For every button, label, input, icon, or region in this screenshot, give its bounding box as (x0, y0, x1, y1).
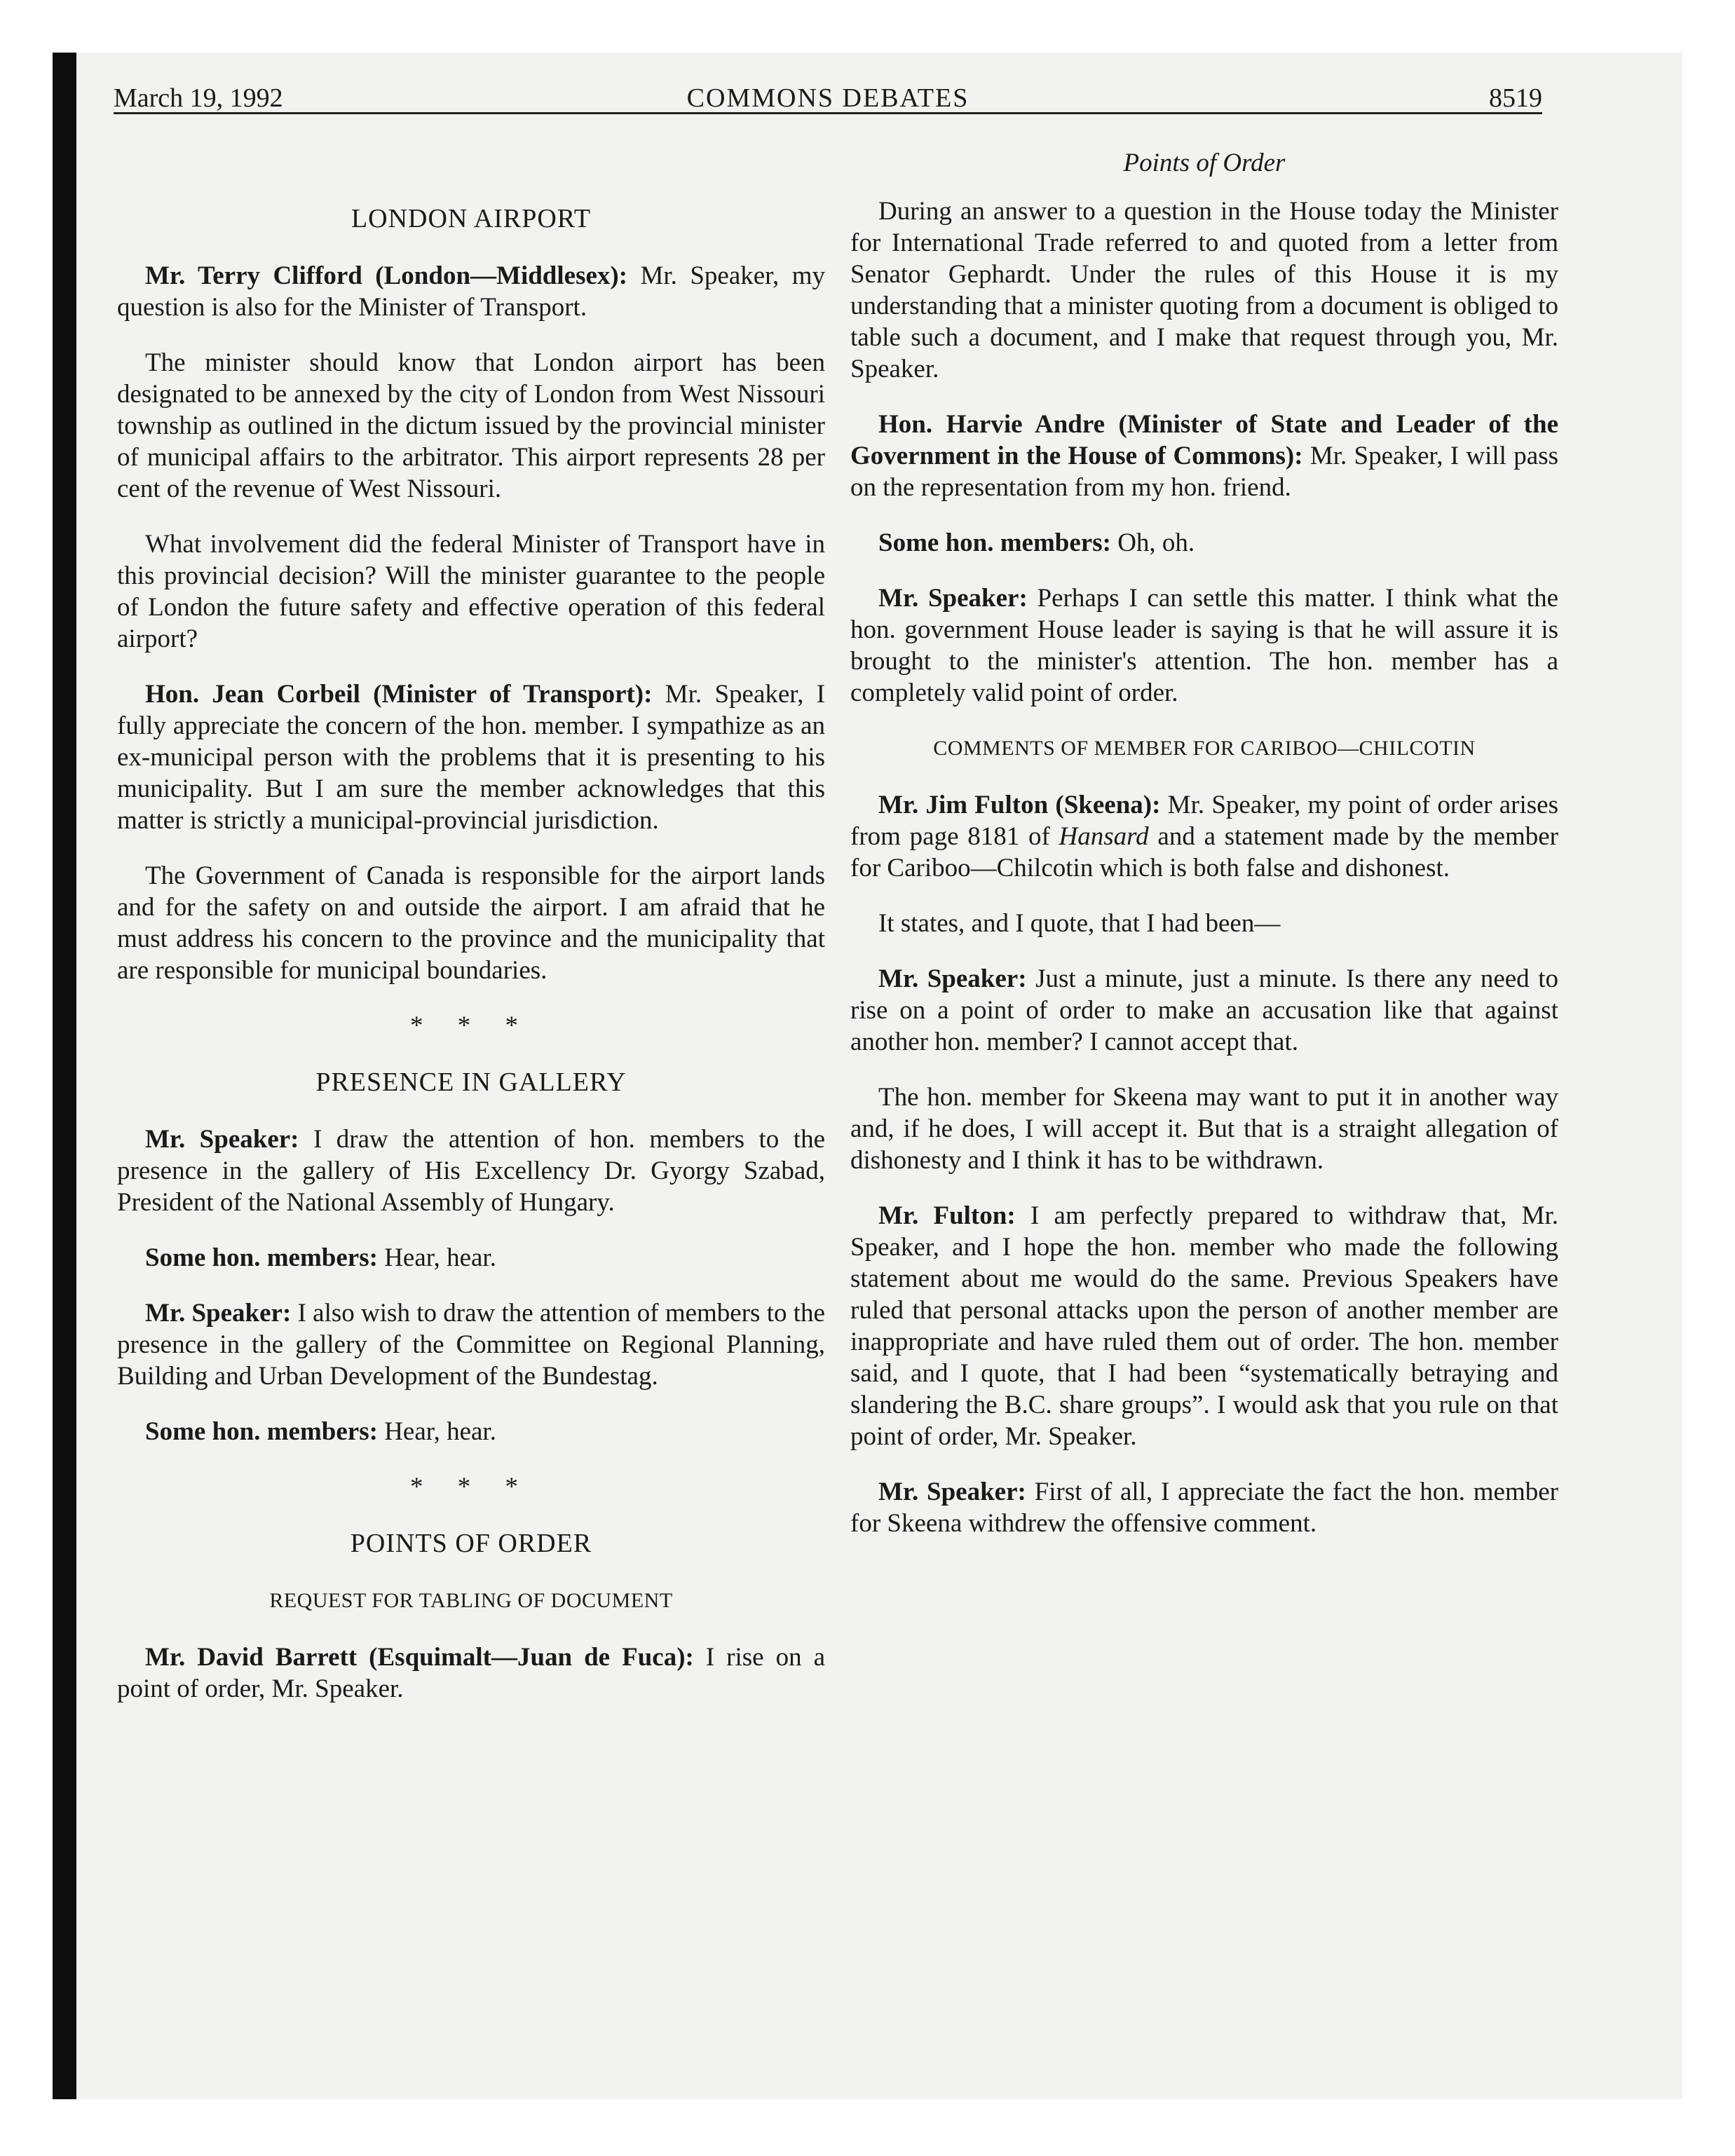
speech-text: Hear, hear. (377, 1417, 496, 1446)
binding-edge (53, 53, 76, 2099)
speaker-name: Hon. Harvie Andre (Minister of State and Leader of the Government in the House of Commons): (850, 410, 1558, 470)
speech-text: I also wish to draw the attention of members to the presence in the gallery of the Committee on Regional Planning, Building and Urban Development of the Bundestag. (117, 1299, 825, 1391)
paragraph (117, 1124, 825, 1218)
paragraph (850, 963, 1558, 1058)
speaker-name: Some hon. members: (878, 528, 1111, 557)
hansard-title: Hansard (1059, 822, 1149, 851)
header-rule (114, 112, 1542, 114)
header-title: COMMONS DEBATES (686, 83, 969, 113)
paragraph (117, 678, 825, 836)
speech-text: Oh, oh. (1110, 528, 1195, 557)
left-column (117, 203, 825, 1728)
speaker-name: Mr. Speaker: (878, 964, 1027, 993)
paragraph (850, 1476, 1558, 1539)
section-divider: * * * (410, 1473, 532, 1501)
speech-text: I draw the attention of hon. members to the presence in the gallery of His Excellency Dr. Gyorgy Szabad, President of the National Assembly of Hungary. (117, 1125, 825, 1217)
speaker-name: Mr. Speaker: (878, 1478, 1026, 1506)
heading-points-of-order: POINTS OF ORDER (350, 1529, 592, 1558)
speech-text: Mr. Speaker, I will pass on the representation from my hon. friend. (850, 442, 1558, 502)
header-date: March 19, 1992 (114, 83, 283, 113)
paragraph (850, 789, 1558, 884)
paragraph (850, 1200, 1558, 1452)
speech-text: Perhaps I can settle this matter. I think what the hon. government House leader is saying is that he will assure it is brought to the minister's attention. The hon. member has a completely valid point of order. (850, 584, 1558, 707)
paragraph (117, 1416, 825, 1447)
paragraph: The minister should know that London airport has been designated to be annexed by the city of London from West Nissouri township as outlined in the dictum issued by the provincial minister of municipal affairs to the arbitrator. This airport represents 28 per cent of the revenue of West Nissouri. (117, 348, 825, 503)
heading-london-airport: LONDON AIRPORT (351, 204, 592, 233)
paragraph (117, 1297, 825, 1392)
speech-text: Hear, hear. (377, 1243, 496, 1272)
speaker-name: Mr. David Barrett (Esquimalt—Juan de Fuca): (145, 1643, 694, 1672)
paragraph (117, 260, 825, 323)
speech-text: Just a minute, just a minute. Is there any need to rise on a point of order to make an accusation like that against another hon. member? I cannot accept that. (850, 964, 1558, 1056)
speech-text: Mr. Speaker, I fully appreciate the concern of the hon. member. I sympathize as an ex-municipal person with the problems that it is presenting to his municipality. But I am sure the member acknowledges that this matter is strictly a municipal-provincial jurisdiction. (117, 680, 825, 835)
speech-text: Mr. Speaker, my point of order arises from page 8181 of (850, 791, 1558, 851)
speaker-name: Mr. Fulton: (878, 1201, 1016, 1230)
speaker-name: Mr. Terry Clifford (London—Middlesex): (145, 261, 628, 290)
speaker-name: Some hon. members: (145, 1243, 378, 1272)
paragraph: During an answer to a question in the House today the Minister for International Trade referred to and quoted from a letter from Senator Gephardt. Under the rules of this House it is my understanding that a minister quoting from a document is obliged to table such a document, and I make that request through you, Mr. Speaker. (850, 197, 1558, 383)
speaker-name: Mr. Speaker: (878, 584, 1028, 613)
speech-text: I am perfectly prepared to withdraw that, Mr. Speaker, and I hope the hon. member who made the following statement about me would do the same. Previous Speakers have ruled that personal attacks upon the person of another member are inappropriate and have ruled them out of order. The hon. member said, and I quote, that I had been “systematically betraying and slandering the B.C. share groups”. I would ask that you rule on that point of order, Mr. Speaker. (850, 1201, 1558, 1451)
heading-presence-in-gallery: PRESENCE IN GALLERY (315, 1067, 627, 1097)
paragraph (850, 582, 1558, 709)
paragraph: It states, and I quote, that I had been— (878, 909, 1281, 938)
speaker-name: Mr. Speaker: (145, 1125, 299, 1154)
running-head: Points of Order (1123, 149, 1286, 177)
subheading-comments: COMMENTS OF MEMBER FOR CARIBOO—CHILCOTIN (933, 737, 1476, 760)
section-divider: * * * (410, 1011, 532, 1040)
speaker-name: Hon. Jean Corbeil (Minister of Transport): (145, 680, 653, 709)
header-page-number: 8519 (1489, 83, 1542, 113)
speech-text: First of all, I appreciate the fact the hon. member for Skeena withdrew the offensive comment. (850, 1478, 1558, 1538)
paragraph (850, 527, 1558, 559)
speech-text: and a statement made by the member for Cariboo—Chilcotin which is both false and dishonest. (850, 822, 1559, 882)
paragraph (117, 1242, 825, 1274)
speaker-name: Mr. Speaker: (145, 1299, 292, 1328)
speech-text: I rise on a point of order, Mr. Speaker. (117, 1643, 825, 1703)
speech-text: Mr. Speaker, my question is also for the Minister of Transport. (117, 261, 825, 322)
paragraph: The hon. member for Skeena may want to put it in another way and, if he does, I will accept it. But that is a straight allegation of dishonesty and I think it has to be withdrawn. (850, 1083, 1558, 1175)
paragraph: The Government of Canada is responsible for the airport lands and for the safety on and outside the airport. I am afraid that he must address his concern to the province and the municipality that are responsible for municipal boundaries. (117, 861, 825, 985)
right-column (850, 147, 1558, 1563)
speaker-name: Some hon. members: (145, 1417, 378, 1446)
paragraph: What involvement did the federal Minister of Transport have in this provincial decision? Will the minister guarantee to the people of London the future safety and effective operation of this federal airport? (117, 530, 825, 653)
paragraph (850, 409, 1558, 503)
speaker-name: Mr. Jim Fulton (Skeena): (878, 791, 1161, 819)
paragraph (117, 1642, 825, 1705)
subheading-tabling: REQUEST FOR TABLING OF DOCUMENT (269, 1589, 673, 1612)
